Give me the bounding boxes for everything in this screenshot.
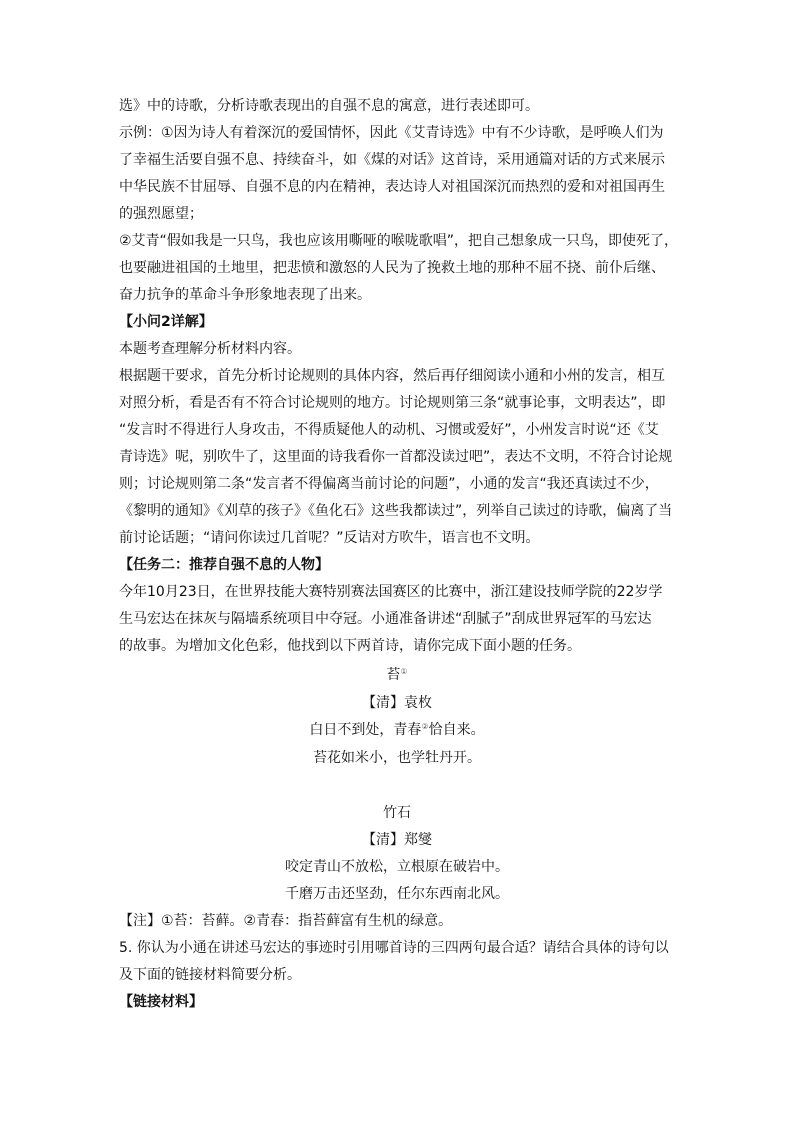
text-line: 也要融进祖国的土地里，把悲愤和激怒的人民为了挽救土地的那种不屈不挠、前仆后继、 [119,260,665,276]
text-line: 了幸福生活要自强不息、持续奋斗，如《煤的对话》这首诗，采用通篇对话的方式来展示 [119,152,665,168]
text-line: 示例：①因为诗人有着深沉的爱国情怀，因此《艾青诗选》中有不少诗歌，是呼唤人们为 [119,125,664,141]
poem-line: 苔花如米小，也学牡丹开。 [313,750,481,766]
text-line: 则；讨论规则第二条“发言者不得偏离当前讨论的问题”，小通的发言“我还真读过不少， [119,476,659,492]
question-text: 及下面的链接材料简要分析。 [119,967,301,983]
text-line: ②艾青“假如我是一只鸟，我也应该用嘶哑的喉咙歌唱”，把自己想象成一只鸟，即使死了， [119,233,679,249]
text-line: 《黎明的通知》《刈草的孩子》《鱼化石》这些我都读过”，列举自己读过的诗歌，偏离了当 [119,503,673,519]
text-line: 对照分析，看是否有不符合讨论规则的地方。讨论规则第三条“就事论事，文明表达”，即 [119,395,666,411]
poem-line: 白日不到处，青春②恰自来。 [309,722,485,738]
footnote-marker: ② [421,722,429,731]
question-text: 5. 你认为小通在讲述马宏达的事迹时引用哪首诗的三四两句最合适？请结合具体的诗句以 [119,940,669,956]
text-line: 生马宏达在抹灰与隔墙系统项目中夺冠。小通准备讲述“刮腻子”刮成世界冠军的马宏达 [119,611,652,627]
footnote-marker: ① [400,667,408,676]
poem-line: 千磨万击还坚劲，任尔东西南北风。 [285,886,509,902]
text-line: 选》中的诗歌，分析诗歌表现出的自强不息的寓意，进行表述即可。 [119,98,539,114]
text-line: 今年10月23日，在世界技能大赛特别赛法国赛区的比赛中，浙江建设技师学院的22岁学 [119,584,663,600]
section-heading: 【任务二：推荐自强不息的人物】 [119,557,329,573]
footnote: 【注】①苔：苔藓。②青春：指苔藓富有生机的绿意。 [119,913,453,929]
text-line: 本题考查理解分析材料内容。 [119,341,301,357]
text-line: 根据题干要求，首先分析讨论规则的具体内容，然后再仔细阅读小通和小州的发言，相互 [119,368,665,384]
text-line: 前讨论话题；“请问你读过几首呢？”反诘对方吹牛，语言也不文明。 [119,530,540,546]
poem-author: 【清】郑燮 [362,832,432,848]
section-heading: 【小问2详解】 [119,314,213,330]
poem-author: 【清】袁枚 [362,695,432,711]
text-line: 奋力抗争的革命斗争形象地表现了出来。 [119,287,371,303]
text-line: “发言时不得进行人身攻击，不得质疑他人的动机、习惯或爱好”，小州发言时说“还《艾 [119,422,659,438]
poem-title: 竹石 [383,805,411,821]
poem-title: 苔① [386,667,408,683]
text-line: 青诗选》呢，别吹牛了，这里面的诗我看你一首都没读过吧”，表达不文明，不符合讨论规 [119,449,673,465]
text-line: 中华民族不甘屈辱、自强不息的内在精神，表达诗人对祖国深沉而热烈的爱和对祖国再生 [119,179,665,195]
section-heading: 【链接材料】 [119,994,203,1010]
poem-line: 咬定青山不放松，立根原在破岩中。 [285,859,509,875]
text-line: 的强烈愿望； [119,206,203,222]
text-line: 的故事。为增加文化色彩，他找到以下两首诗，请你完成下面小题的任务。 [119,638,581,654]
